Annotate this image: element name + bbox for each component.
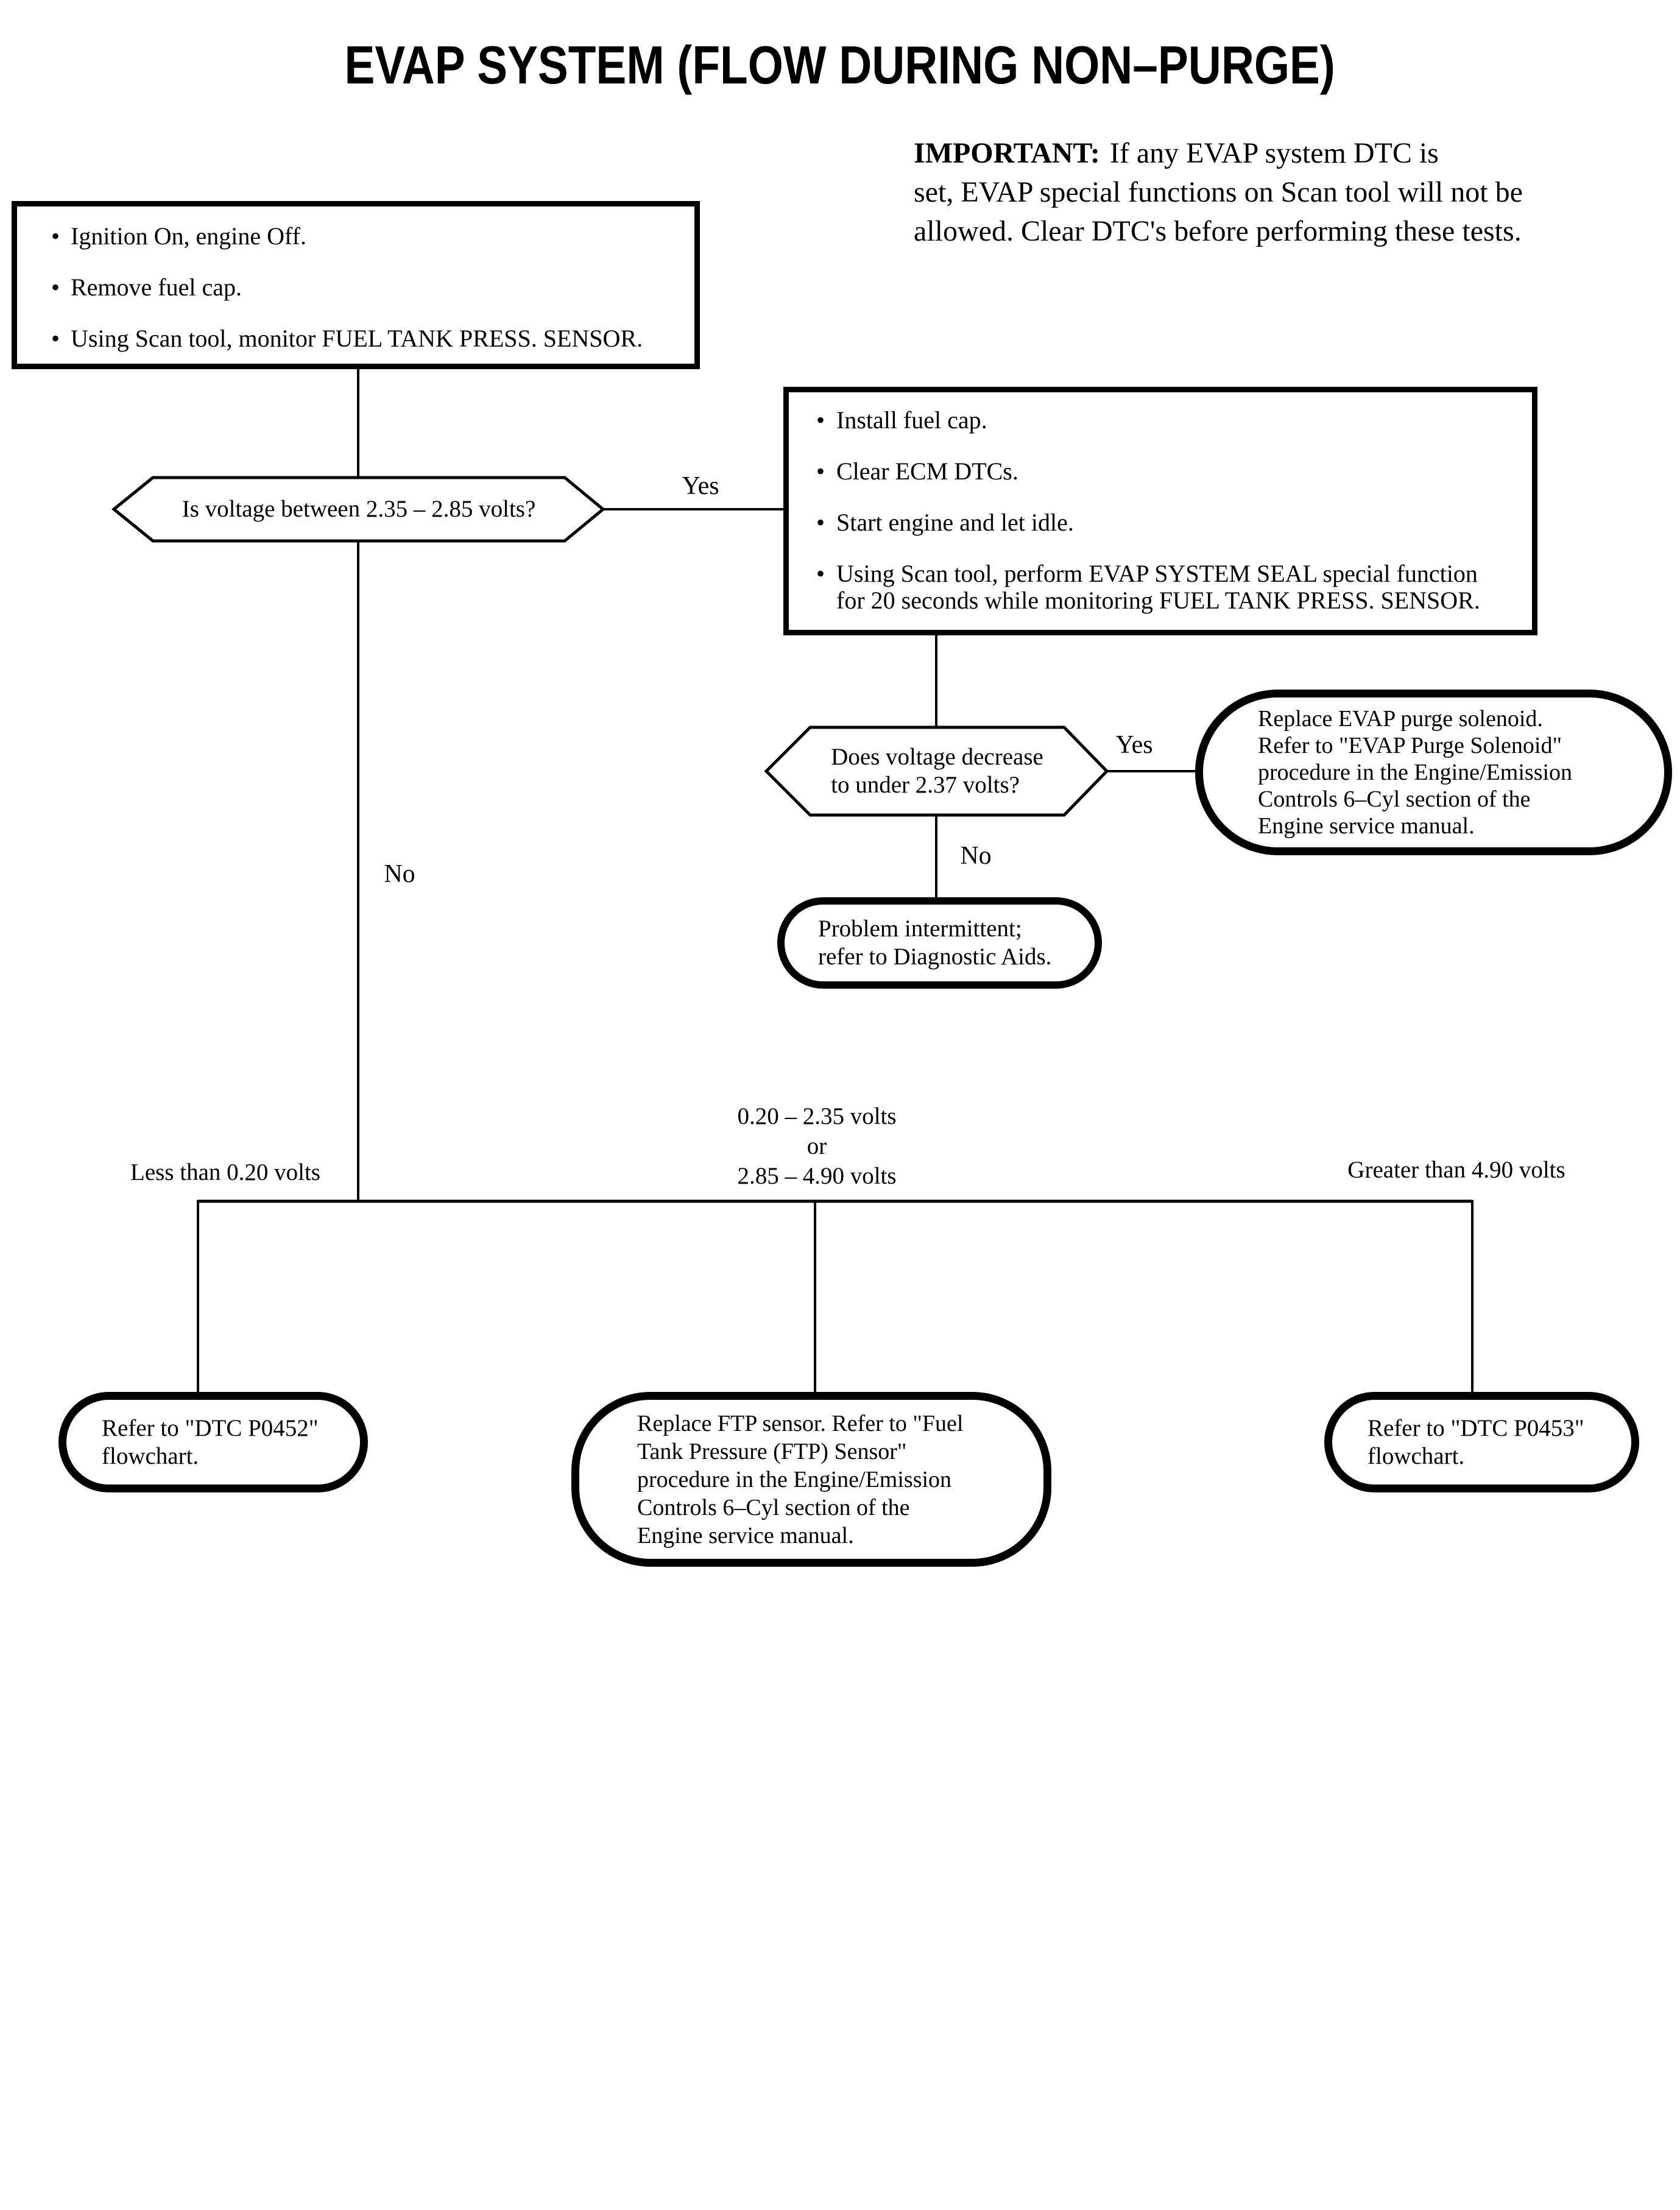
list-item: [805, 560, 1525, 614]
prep-steps-list: [17, 207, 694, 376]
bullet-icon: •: [51, 222, 60, 250]
decision2-line2: to under 2.37 volts?: [831, 772, 1020, 798]
bullet-icon: •: [51, 274, 60, 301]
p0452-line2: flowchart.: [102, 1442, 199, 1469]
bullet-icon: •: [816, 406, 825, 434]
bullet-icon: •: [816, 457, 825, 485]
list-item: [805, 509, 1525, 536]
p0452-line1: Refer to "DTC P0452": [102, 1414, 319, 1441]
seal-step-4-line1: Using Scan tool, perform EVAP SYSTEM SEAL special function: [836, 560, 1478, 587]
purge-line3: procedure in the Engine/Emission: [1258, 760, 1573, 785]
p0453-line1: Refer to "DTC P0453": [1368, 1414, 1584, 1441]
prep-step-1: Ignition On, engine Off.: [71, 222, 306, 250]
branch-label-greater-than: Greater than 4.90 volts: [1347, 1157, 1565, 1183]
seal-step-2: Clear ECM DTCs.: [836, 457, 1018, 485]
purge-line1: Replace EVAP purge solenoid.: [1258, 706, 1543, 732]
branch-label-less-than: Less than 0.20 volts: [130, 1159, 320, 1185]
decision1-question: Is voltage between 2.35 – 2.85 volts?: [182, 496, 536, 522]
terminal-dtc-p0452: [58, 1392, 368, 1492]
ftp-line5: Engine service manual.: [637, 1522, 854, 1548]
ftp-line2: Tank Pressure (FTP) Sensor": [637, 1438, 907, 1464]
ftp-line3: procedure in the Engine/Emission: [637, 1466, 952, 1492]
list-item: [40, 274, 686, 302]
decision2-question: [810, 727, 1064, 815]
list-item: [805, 458, 1525, 485]
purge-line5: Engine service manual.: [1258, 813, 1475, 839]
seal-step-4: [836, 560, 1525, 614]
list-item: [805, 407, 1525, 434]
decision2-no-label: No: [960, 842, 992, 870]
list-item: [40, 325, 686, 353]
seal-test-list: [789, 392, 1532, 638]
page-title-text: EVAP SYSTEM (FLOW DURING NON–PURGE): [344, 35, 1336, 95]
important-note: [914, 134, 1632, 251]
terminal-replace-purge-solenoid: [1195, 690, 1672, 855]
seal-test-box: [783, 387, 1537, 635]
intermittent-line1: Problem intermittent;: [818, 916, 1022, 942]
branch-mid-line2: or: [806, 1133, 827, 1159]
terminal-replace-ftp-sensor: [571, 1392, 1051, 1567]
prep-step-3: Using Scan tool, monitor FUEL TANK PRESS. SENSOR.: [71, 325, 643, 352]
branch-mid-line3: 2.85 – 4.90 volts: [737, 1163, 897, 1189]
terminal-dtc-p0453: [1324, 1392, 1639, 1492]
bullet-icon: •: [816, 560, 825, 587]
prep-steps-box: [12, 201, 700, 369]
branch-mid-line1: 0.20 – 2.35 volts: [737, 1103, 897, 1129]
list-item: [40, 222, 686, 250]
important-note-line1: [914, 134, 1632, 173]
intermittent-line2: refer to Diagnostic Aids.: [818, 944, 1052, 970]
seal-step-1: Install fuel cap.: [836, 406, 987, 434]
purge-line4: Controls 6–Cyl section of the: [1258, 786, 1531, 812]
ftp-line1: Replace FTP sensor. Refer to "Fuel: [637, 1410, 964, 1436]
branch-label-mid-range: [704, 1101, 930, 1191]
important-note-line3: allowed. Clear DTC's before performing these tests.: [914, 215, 1522, 247]
seal-step-3: Start engine and let idle.: [836, 509, 1074, 536]
important-label: IMPORTANT:: [914, 137, 1100, 169]
bullet-icon: •: [816, 509, 825, 536]
bullet-icon: •: [51, 325, 60, 352]
prep-step-2: Remove fuel cap.: [71, 274, 242, 301]
decision2-question-text: [831, 743, 1043, 799]
decision1-no-label: No: [384, 860, 415, 888]
ftp-line4: Controls 6–Cyl section of the: [637, 1494, 910, 1520]
decision2-yes-label: Yes: [1115, 731, 1153, 759]
purge-line2: Refer to "EVAP Purge Solenoid": [1258, 733, 1562, 758]
decision2-line1: Does voltage decrease: [831, 744, 1043, 770]
page-title: [0, 34, 1680, 96]
terminal-problem-intermittent: [777, 897, 1102, 989]
p0453-line2: flowchart.: [1368, 1442, 1465, 1469]
important-note-line2: set, EVAP special functions on Scan tool will not be: [914, 176, 1523, 208]
seal-step-4-line2: for 20 seconds while monitoring FUEL TANK PRESS. SENSOR.: [836, 587, 1480, 614]
important-line1-rest: If any EVAP system DTC is: [1109, 137, 1439, 169]
decision1-yes-label: Yes: [682, 472, 719, 500]
